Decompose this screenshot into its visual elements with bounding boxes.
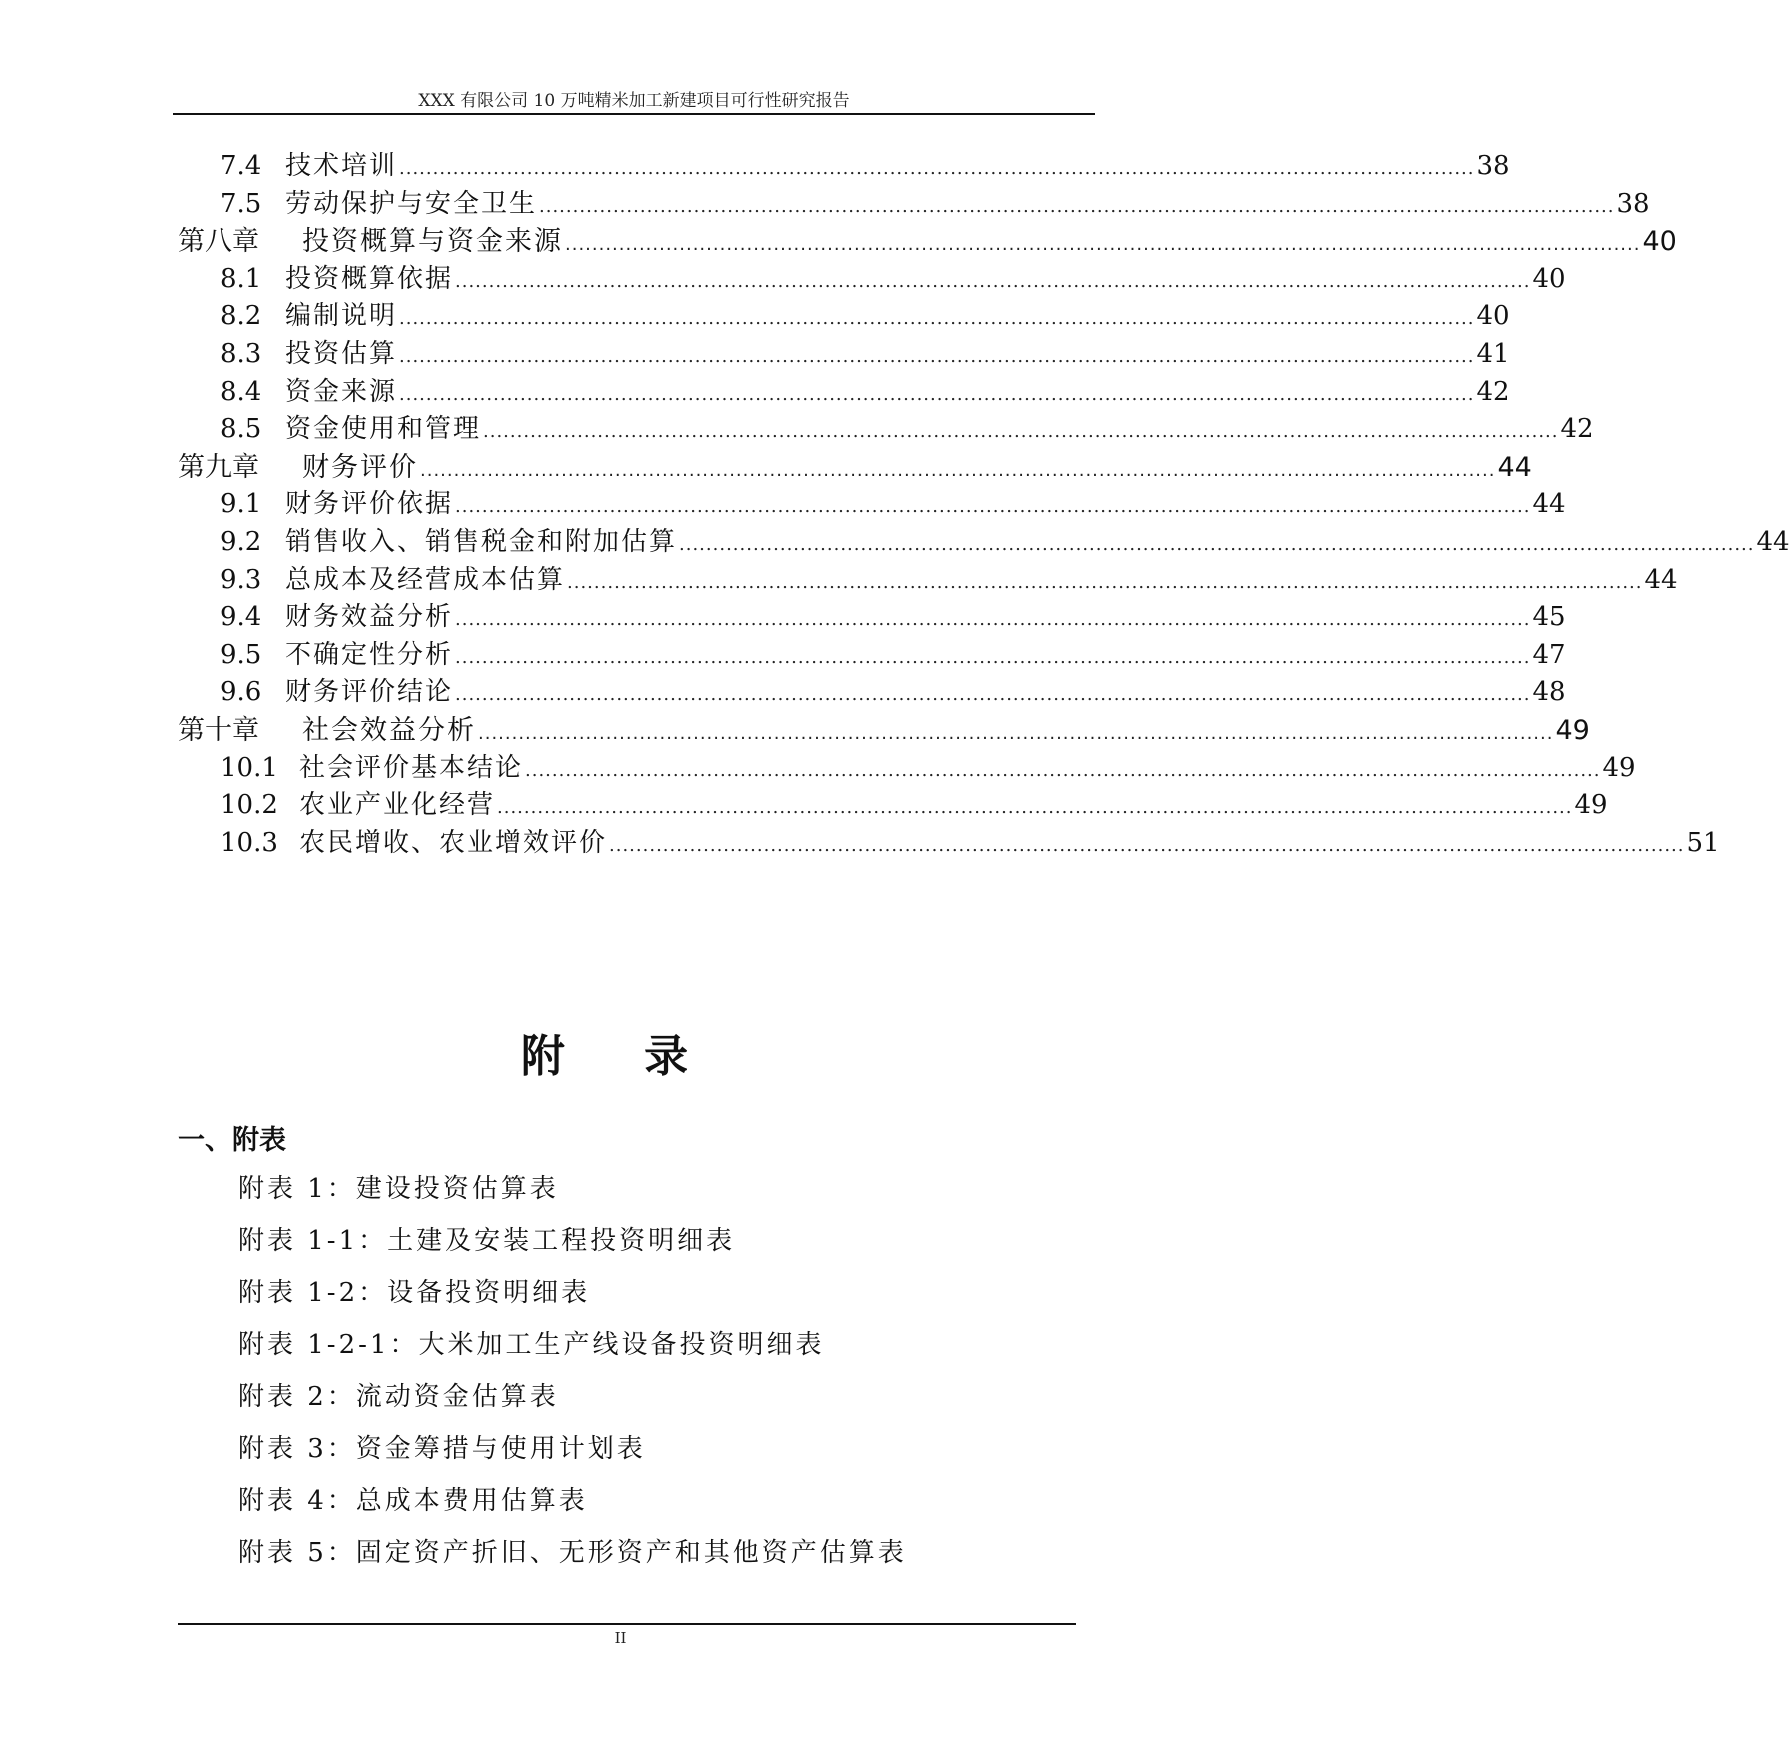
toc-dot-leader: ................................................................................................................................................................: [565, 234, 1641, 256]
toc-chapter-row[interactable]: [178, 223, 1677, 261]
table-of-contents: [178, 148, 1790, 862]
toc-entry-title: 财务效益分析: [285, 602, 454, 633]
toc-dot-leader: ................................................................................................................................................................: [455, 270, 1531, 292]
toc-entry-title: 投资概算与资金来源: [302, 226, 563, 258]
toc-dot-leader: ................................................................................................................................................................: [399, 383, 1475, 405]
header-title: XXX 有限公司 10 万吨精米加工新建项目可行性研究报告: [418, 91, 850, 111]
toc-entry-number: 9.4: [220, 602, 262, 633]
appendix-item: 附表 3：资金筹措与使用计划表: [238, 1434, 646, 1464]
toc-section-row[interactable]: [178, 186, 1650, 224]
toc-entry-number: 9.1: [220, 489, 262, 520]
toc-entry-page: 49: [1574, 790, 1608, 821]
footer-rule: [178, 1623, 1076, 1625]
toc-entry-title: 投资概算依据: [285, 263, 454, 294]
toc-entry-title: 社会评价基本结论: [299, 752, 524, 783]
toc-entry-page: 49: [1602, 752, 1636, 783]
toc-entry-number: 第十章: [178, 714, 259, 746]
appendix-list: [238, 1163, 907, 1579]
appendix-item: 附表 4：总成本费用估算表: [238, 1486, 588, 1516]
toc-entry-number: 10.2: [220, 790, 278, 821]
toc-entry-title: 财务评价: [302, 451, 418, 483]
toc-entry-title: 农业产业化经营: [299, 790, 496, 821]
toc-entry-page: 44: [1644, 564, 1678, 595]
toc-entry-title: 社会效益分析: [302, 714, 476, 746]
toc-entry-number: 10.3: [220, 827, 278, 858]
toc-entry-number: 8.2: [220, 301, 262, 332]
toc-section-row[interactable]: [178, 411, 1594, 449]
toc-dot-leader: ................................................................................................................................................................: [483, 421, 1559, 443]
toc-dot-leader: ................................................................................................................................................................: [539, 195, 1615, 217]
toc-entry-page: 47: [1532, 639, 1566, 670]
appendix-title: 附 录: [520, 1031, 721, 1082]
toc-section-row[interactable]: [178, 524, 1790, 562]
toc-entry-number: 9.2: [220, 526, 262, 557]
toc-entry-title: 编制说明: [285, 301, 398, 332]
toc-entry-number: 8.1: [220, 263, 262, 294]
toc-dot-leader: ................................................................................................................................................................: [679, 533, 1755, 555]
appendix-item: 附表 2：流动资金估算表: [238, 1382, 559, 1412]
appendix-item: 附表 5：固定资产折旧、无形资产和其他资产估算表: [238, 1538, 907, 1568]
toc-entry-number: 8.5: [220, 414, 262, 445]
toc-section-row[interactable]: [178, 298, 1510, 336]
toc-dot-leader: ................................................................................................................................................................: [455, 609, 1531, 631]
toc-entry-page: 44: [1497, 451, 1532, 483]
toc-entry-page: 44: [1756, 526, 1790, 557]
toc-entry-title: 销售收入、销售税金和附加估算: [285, 526, 678, 557]
toc-entry-page: 51: [1686, 827, 1720, 858]
toc-entry-number: 9.3: [220, 564, 262, 595]
appendix-item: 附表 1-1：土建及安装工程投资明细表: [238, 1226, 736, 1256]
toc-section-row[interactable]: [178, 148, 1510, 186]
toc-entry-page: 40: [1532, 263, 1566, 294]
toc-section-row[interactable]: [178, 825, 1720, 863]
toc-section-row[interactable]: [178, 674, 1566, 712]
toc-entry-number: 第九章: [178, 451, 259, 483]
header-rule: [173, 113, 1095, 115]
toc-entry-number: 8.4: [220, 376, 262, 407]
toc-entry-number: 10.1: [220, 752, 278, 783]
toc-dot-leader: ................................................................................................................................................................: [399, 158, 1475, 179]
toc-entry-page: 40: [1476, 301, 1510, 332]
toc-entry-title: 资金使用和管理: [285, 414, 482, 445]
toc-entry-page: 49: [1555, 714, 1590, 746]
toc-dot-leader: ................................................................................................................................................................: [478, 722, 1554, 744]
toc-section-row[interactable]: [178, 336, 1510, 374]
toc-entry-page: 44: [1532, 489, 1566, 520]
toc-entry-page: 38: [1476, 151, 1510, 181]
toc-entry-page: 48: [1532, 677, 1566, 708]
toc-dot-leader: ................................................................................................................................................................: [420, 459, 1496, 481]
toc-entry-page: 38: [1616, 188, 1650, 219]
toc-chapter-row[interactable]: [178, 449, 1532, 487]
toc-dot-leader: ................................................................................................................................................................: [497, 797, 1573, 819]
appendix-item: 附表 1-2-1：大米加工生产线设备投资明细表: [238, 1330, 825, 1360]
toc-entry-number: 8.3: [220, 338, 262, 369]
appendix-item: 附表 1：建设投资估算表: [238, 1174, 559, 1204]
toc-entry-page: 41: [1476, 338, 1510, 369]
toc-section-row[interactable]: [178, 750, 1636, 788]
toc-chapter-row[interactable]: [178, 712, 1590, 750]
toc-entry-page: 42: [1560, 414, 1594, 445]
toc-entry-number: 9.6: [220, 677, 262, 708]
toc-entry-page: 42: [1476, 376, 1510, 407]
toc-entry-number: 7.5: [220, 188, 262, 219]
toc-section-row[interactable]: [178, 562, 1678, 600]
toc-entry-title: 不确定性分析: [285, 639, 454, 670]
toc-section-row[interactable]: [178, 599, 1566, 637]
toc-entry-title: 资金来源: [285, 376, 398, 407]
footer-page-number: II: [614, 1629, 627, 1647]
toc-entry-title: 劳动保护与安全卫生: [285, 188, 538, 219]
toc-entry-title: 财务评价结论: [285, 677, 454, 708]
toc-section-row[interactable]: [178, 261, 1566, 299]
toc-dot-leader: ................................................................................................................................................................: [455, 496, 1531, 518]
toc-entry-page: 40: [1642, 226, 1677, 258]
toc-dot-leader: ................................................................................................................................................................: [399, 345, 1475, 367]
toc-dot-leader: ................................................................................................................................................................: [567, 571, 1643, 593]
toc-section-row[interactable]: [178, 637, 1566, 675]
toc-entry-title: 财务评价依据: [285, 489, 454, 520]
appendix-item: 附表 1-2：设备投资明细表: [238, 1278, 591, 1308]
toc-dot-leader: ................................................................................................................................................................: [455, 646, 1531, 668]
toc-dot-leader: ................................................................................................................................................................: [455, 684, 1531, 706]
appendix-section-heading: 一、附表: [178, 1125, 286, 1156]
toc-section-row[interactable]: [178, 787, 1608, 825]
toc-entry-title: 总成本及经营成本估算: [285, 564, 566, 595]
toc-dot-leader: ................................................................................................................................................................: [525, 759, 1601, 781]
toc-section-row[interactable]: [178, 374, 1510, 412]
toc-entry-title: 农民增收、农业增效评价: [299, 827, 608, 858]
toc-entry-page: 45: [1532, 602, 1566, 633]
toc-entry-title: 技术培训: [285, 151, 398, 181]
toc-dot-leader: ................................................................................................................................................................: [399, 308, 1475, 330]
toc-section-row[interactable]: [178, 486, 1566, 524]
toc-entry-number: 7.4: [220, 151, 262, 181]
toc-entry-number: 第八章: [178, 226, 259, 258]
toc-entry-title: 投资估算: [285, 338, 398, 369]
toc-dot-leader: ................................................................................................................................................................: [609, 834, 1685, 856]
toc-entry-number: 9.5: [220, 639, 262, 670]
